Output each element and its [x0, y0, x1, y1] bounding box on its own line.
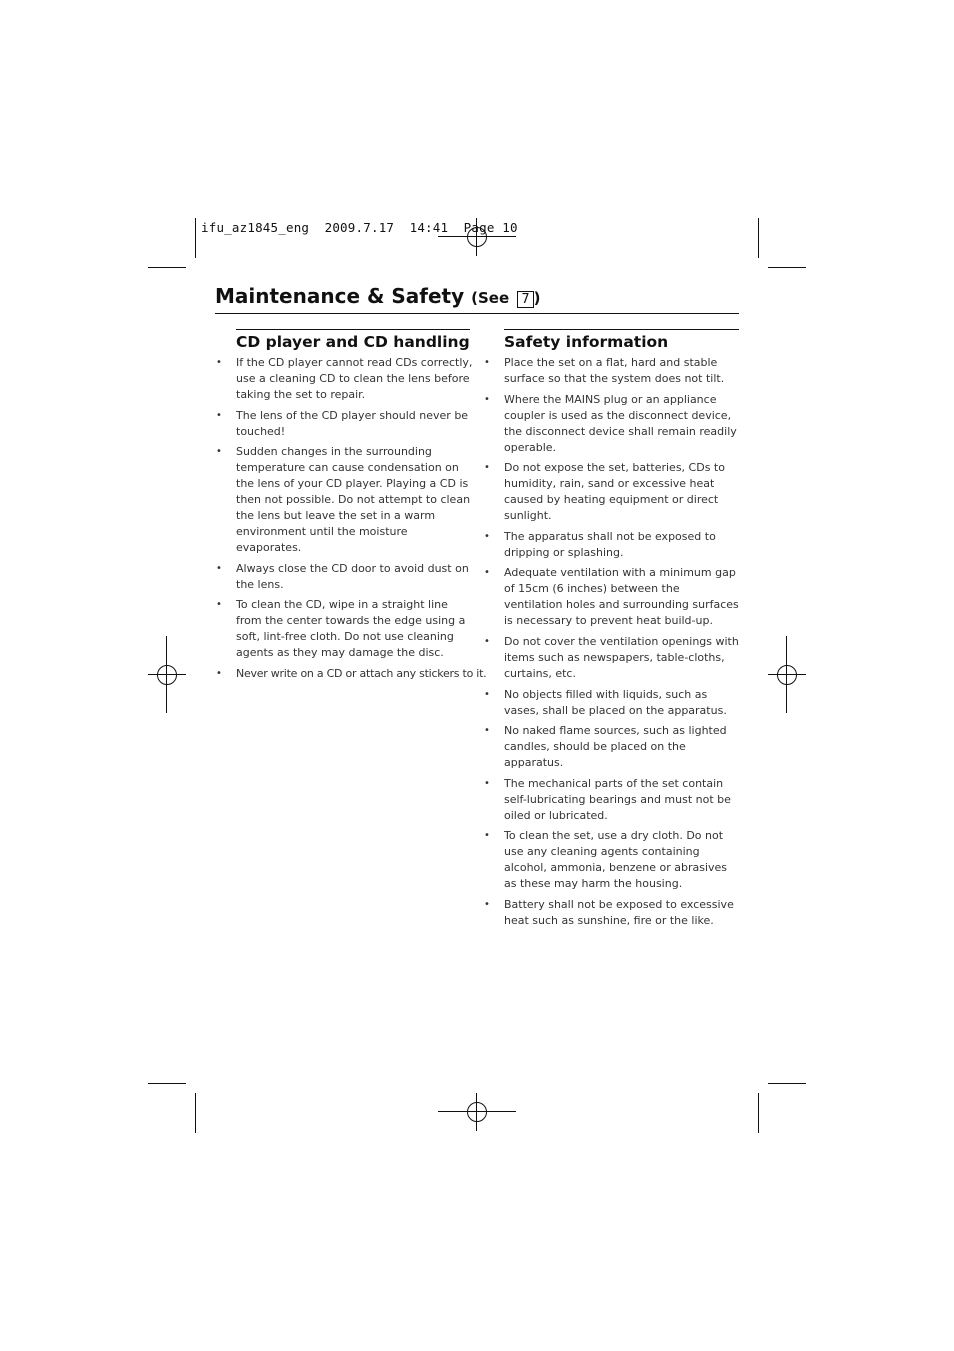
list-item: • Sudden changes in the surrounding temperature can cause condensation on the lens of your CD player. Playing a CD is then not possible. Do not attempt to clean the lens but leave the set in a warm environment until the moisture evaporates.	[216, 444, 474, 556]
list-item: • The lens of the CD player should never be touched!	[216, 408, 474, 440]
list-item: • To clean the set, use a dry cloth. Do not use any cleaning agents containing alcohol, ammonia, benzene or abrasives as these may harm the housing.	[484, 828, 740, 892]
crop-mark	[195, 218, 196, 258]
crop-mark	[148, 267, 186, 268]
safety-information-list	[484, 355, 740, 934]
see-reference	[471, 289, 540, 307]
list-item: • Place the set on a flat, hard and stable surface so that the system does not tilt.	[484, 355, 740, 387]
title-rule	[215, 313, 739, 314]
registration-mark	[157, 665, 177, 685]
list-item: • To clean the CD, wipe in a straight line from the center towards the edge using a soft, lint-free cloth. Do not use cleaning agents as they may damage the disc.	[216, 597, 474, 661]
list-item: • Adequate ventilation with a minimum gap of 15cm (6 inches) between the ventilation holes and surrounding surfaces is necessary to prevent heat build-up.	[484, 565, 740, 629]
crop-mark	[768, 267, 806, 268]
list-item: • No naked flame sources, such as lighted candles, should be placed on the apparatus.	[484, 723, 740, 771]
figure-reference-box: 7	[517, 291, 533, 308]
crop-mark	[195, 1093, 196, 1133]
section-heading-safety-information: Safety information	[504, 329, 739, 351]
page-title-text: Maintenance & Safety	[215, 284, 465, 308]
list-item: • Battery shall not be exposed to excessive heat such as sunshine, fire or the like.	[484, 897, 740, 929]
list-item: • Do not expose the set, batteries, CDs to humidity, rain, sand or excessive heat caused by heating equipment or direct sunlight.	[484, 460, 740, 524]
list-item: • The mechanical parts of the set contain self-lubricating bearings and must not be oiled or lubricated.	[484, 776, 740, 824]
crop-mark	[758, 218, 759, 258]
see-label: (See	[471, 289, 510, 307]
cd-handling-list	[216, 355, 487, 687]
registration-mark	[777, 665, 797, 685]
list-item: • Where the MAINS plug or an appliance coupler is used as the disconnect device, the disconnect device shall remain readily operable.	[484, 392, 740, 456]
page-title	[215, 284, 541, 308]
crop-mark	[758, 1093, 759, 1133]
crop-mark	[148, 1083, 186, 1084]
list-item: • The apparatus shall not be exposed to dripping or splashing.	[484, 529, 740, 561]
print-slug: ifu_az1845_eng 2009.7.17 14:41 Page 10	[201, 220, 518, 235]
list-item: • No objects filled with liquids, such as vases, shall be placed on the apparatus.	[484, 687, 740, 719]
section-heading-cd-handling: CD player and CD handling	[236, 329, 470, 351]
list-item: • If the CD player cannot read CDs correctly, use a cleaning CD to clean the lens before taking the set to repair.	[216, 355, 474, 403]
list-item: • Always close the CD door to avoid dust on the lens.	[216, 561, 474, 593]
list-item: • Never write on a CD or attach any stickers to it.	[216, 666, 474, 682]
list-item: • Do not cover the ventilation openings with items such as newspapers, table-cloths, curtains, etc.	[484, 634, 740, 682]
see-close: )	[533, 289, 541, 307]
crop-mark	[768, 1083, 806, 1084]
registration-mark	[467, 1102, 487, 1122]
